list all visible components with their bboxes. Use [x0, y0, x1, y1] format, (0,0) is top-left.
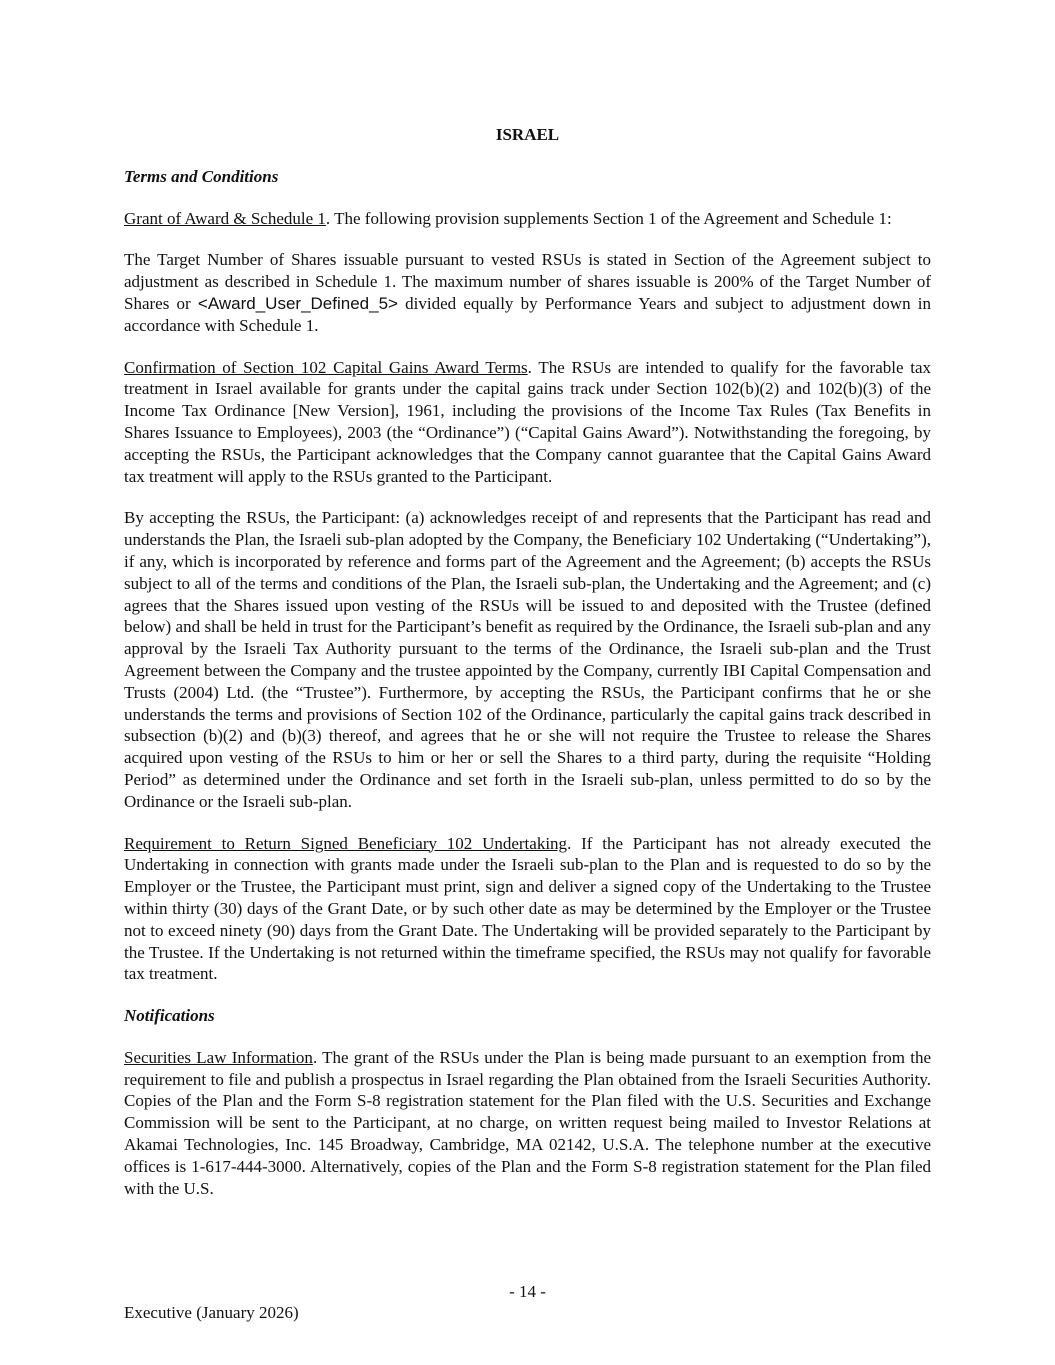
requirement-lead: Requirement to Return Signed Beneficiary 102 Undertaking: [124, 833, 568, 853]
confirmation-text: . The RSUs are intended to qualify for the favorable tax treatment in Israel available for grants under the capital gains track under Section 102(b)(2) and 102(b)(3) of the Income Tax Ordinance [New Version], 1961, including the provisions of the Income Tax Rules (Tax Benefits in Shares Issuance to Employees), 2003 (the “Ordinance”) (“Capital Gains Award”). Notwithstanding the foregoing, by accepting the RSUs, the Participant acknowledges that the Company cannot guarantee that the Capital Gains Award tax treatment will apply to the RSUs granted to the Participant.: [124, 357, 932, 486]
securities-lead: Securities Law Information: [124, 1047, 313, 1067]
page-number: - 14 -: [509, 1282, 546, 1301]
requirement-text: . If the Participant has not already executed the Undertaking in connection with grants made under the Israeli sub-plan to the Plan and is requested to do so by the Employer or the Trustee, the Participant must print, sign and deliver a signed copy of the Undertaking to the Trustee within thirty (30) days of the Grant Date, or by such other date as may be determined by the Employer or the Trustee not to exceed ninety (90) days from the Grant Date. The Undertaking will be provided separately to the Participant by the Trustee. If the Undertaking is not returned within the timeframe specified, the RSUs may not qualify for favorable tax treatment.: [124, 833, 931, 984]
target-paragraph: [124, 249, 931, 336]
grant-text: . The following provision supplements Section 1 of the Agreement and Schedule 1:: [325, 208, 892, 228]
confirmation-paragraph: [124, 357, 931, 488]
target-text-before: The Target Number of Shares issuable pursuant to vested RSUs is stated in Section of the Agreement subject to adjustment as described in Schedule 1. The maximum number of shares issuable is 200% of the Target Number of Shares or: [124, 250, 931, 313]
terms-section-title: Terms and Conditions: [124, 166, 279, 186]
page-footer: Executive (January 2026): [124, 1303, 299, 1322]
target-text-after: divided equally by Performance Years and subject to adjustment down in accordance with Schedule 1.: [124, 293, 931, 335]
requirement-paragraph: [124, 833, 931, 986]
grant-paragraph: [124, 208, 931, 230]
securities-text: . The grant of the RSUs under the Plan is being made pursuant to an exemption from the requirement to file and publish a prospectus in Israel regarding the Plan obtained from the Israeli Securities Authority. Copies of the Plan and the Form S-8 registration statement for the Plan filed with the U.S. Securities and Exchange Commission will be sent to the Participant, at no charge, on written request being mailed to Investor Relations at Akamai Technologies, Inc. 145 Broadway, Cambridge, MA 02142, U.S.A. The telephone number at the executive offices is 1-617-444-3000. Alternatively, copies of the Plan and the Form S-8 registration statement for the Plan filed with the U.S.: [124, 1047, 931, 1198]
award-field-placeholder: <Award_User_Defined_5>: [197, 293, 398, 313]
page-heading: ISRAEL: [495, 125, 560, 144]
confirmation-lead: Confirmation of Section 102 Capital Gains Award Terms: [124, 357, 528, 377]
notifications-section-title: Notifications: [124, 1006, 215, 1026]
grant-lead: Grant of Award & Schedule 1: [124, 208, 326, 228]
securities-paragraph: [124, 1047, 931, 1200]
acceptance-paragraph: By accepting the RSUs, the Participant: (a) acknowledges receipt of and represents that the Participant has read and understands the Plan, the Israeli sub-plan adopted by the Company, the Beneficiary 102 Undertaking (“Undertaking”), if any, which is incorporated by reference and forms part of the Agreement and the Agreement; (b) accepts the RSUs subject to all of the terms and conditions of the Plan, the Israeli sub-plan, the Undertaking and the Agreement; and (c) agrees that the Shares issued upon vesting of the RSUs will be issued to and deposited with the Trustee (defined below) and shall be held in trust for the Participant’s benefit as required by the Ordinance, the Israeli sub-plan and any approval by the Israeli Tax Authority pursuant to the terms of the Ordinance, the Israeli sub-plan and the Trust Agreement between the Company and the trustee appointed by the Company, currently IBI Capital Compensation and Trusts (2004) Ltd. (the “Trustee”). Furthermore, by accepting the RSUs, the Participant confirms that he or she understands the terms and provisions of Section 102 of the Ordinance, particularly the capital gains track described in subsection (b)(2) and (b)(3) thereof, and agrees that he or she will not require the Trustee to release the Shares acquired upon vesting of the RSUs to him or her or sell the Shares to a third party, during the requisite “Holding Period” as determined under the Ordinance and set forth in the Israeli sub-plan, unless permitted to do so by the Ordinance or the Israeli sub-plan.: [124, 508, 931, 811]
document-page: [124, 124, 931, 1219]
